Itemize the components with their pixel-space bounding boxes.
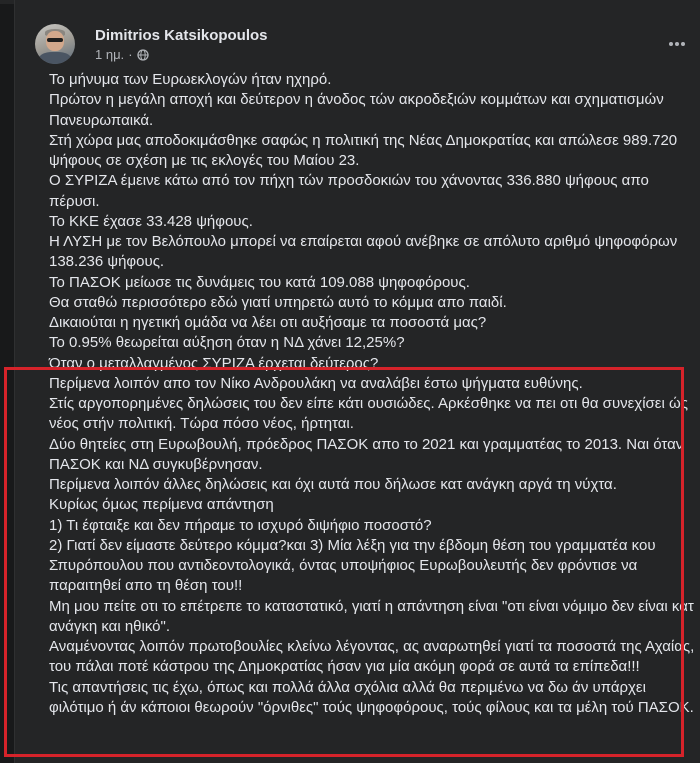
more-options-icon[interactable] <box>665 34 689 54</box>
meta-separator: · <box>128 47 133 62</box>
post-line: Αναμένοντας λοιπόν πρωτοβουλίες κλείνω λέγοντας, ας αναρωτηθεί γιατί τα ποσοστά της Αχαίας, του πάλαι ποτέ κάστρου της Δημοκρατίας ήσαν για μία ακόμη φορά σε αυτά τα επίπεδα!!! <box>49 638 695 676</box>
post-meta <box>95 47 149 62</box>
post-line: Περίμενα λοιπόν απο τον Νίκο Ανδρουλάκη να αναλάβει έστω ψήγματα ευθύνης. <box>49 374 583 392</box>
avatar[interactable] <box>35 24 75 64</box>
post-line: Το μήνυμα των Ευρωεκλογών ήταν ηχηρό. <box>49 71 332 88</box>
post-line: Δικαιούται η ηγετική ομάδα να λέει οτι αυξήσαμε τα ποσοστά μας? <box>49 314 487 331</box>
author-name[interactable]: Dimitrios Katsikopoulos <box>95 27 268 44</box>
post-line: Όταν ο μεταλλαγμένος ΣΥΡΙΖΑ έρχεται δεύτερος? <box>49 354 379 372</box>
post-line: Δύο θητείες στη Ευρωβουλή, πρόεδρος ΠΑΣΟΚ απο το 2021 και γραμματέας το 2013. Ναι όταν ΠΑΣΟΚ και ΝΔ συγκυβέρνησαν. <box>49 435 684 473</box>
avatar-glasses <box>47 38 63 42</box>
post-line: Το ΠΑΣΟΚ μείωσε τις δυνάμεις του κατά 109.088 ψηφοφόρους. <box>49 273 470 291</box>
post-line: Ο ΣΥΡΙΖΑ έμεινε κάτω από τον πήχη τών προσδοκιών του χάνοντας 336.880 ψήφους απο πέρυσι. <box>49 172 649 210</box>
post-timestamp[interactable]: 1 ημ. <box>95 47 125 62</box>
post-line: Περίμενα λοιπόν άλλες δηλώσεις και όχι αυτά που δήλωσε κατ ανάγκη αργά τη νύχτα. <box>49 476 617 493</box>
post-line: Κυρίως όμως περίμενα απάντηση <box>49 496 274 514</box>
post-line: Στίς αργοπορημένες δηλώσεις του δεν είπε κάτι ουσιώδες. Αρκέσθηκε να πει οτι θα συνεχίσει ώς νέος στήν πολιτική. Τώρα πόσο νέος, ήρτηται. <box>49 395 688 433</box>
post-card <box>14 0 700 763</box>
post-line: 2) Γιατί δεν είμαστε δεύτερο κόμμα?και 3) Μία λέξη για την έβδομη θέση του γραμματέα κου Σπυρόπουλου που αντιδεοντολογικά, όντας υποψήφιος Ευρωβουλευτής δεν φρόντισε να παραιτηθεί απο τη θέση του!! <box>49 536 656 595</box>
avatar-shirt <box>39 52 71 64</box>
post-line: Στή χώρα μας αποδοκιμάσθηκε σαφώς η πολιτική της Νέας Δημοκρατίας και απώλεσε 989.720 ψήφους σε σχέση με τις εκλογές του Μαίου 23. <box>49 131 678 169</box>
post-line: Τις απαντήσεις τις έχω, όπως και πολλά άλλα σχόλια αλλά θα περιμένω να δω άν υπάρχει φιλότιμο ή άν κάποιοι θεωρούν "όρνιθες" τούς ψηφοφόρους, τούς φίλους και τα μέλη τού ΠΑΣΟΚ. <box>49 678 694 716</box>
post-line: 1) Τι έφταιξε και δεν πήραμε το ισχυρό διψήφιο ποσοστό? <box>49 516 432 534</box>
post-line: Θα σταθώ περισσότερο εδώ γιατί υπηρετώ αυτό το κόμμα απο παιδί. <box>49 293 507 311</box>
post-line: Το 0.95% θεωρείται αύξηση όταν η ΝΔ χάνει 12,25%? <box>49 334 405 352</box>
post-line: Πρώτον η μεγάλη αποχή και δεύτερον η άνοδος τών ακροδεξιών κομμάτων και σχηματισμών Πανευρωπαικά. <box>49 91 664 129</box>
globe-icon[interactable] <box>137 49 149 61</box>
post-text <box>49 70 699 718</box>
post-line: Το ΚΚΕ έχασε 33.428 ψήφους. <box>49 212 253 230</box>
post-line: Μη μου πείτε οτι το επέτρεπε το καταστατικό, γιατί η απάντηση είναι "οτι είναι νόμιμο δεν είναι κατ ανάγκη και ηθικό". <box>49 597 694 635</box>
post-line: Η ΛΥΣΗ με τον Βελόπουλο μπορεί να επαίρεται αφού ανέβηκε σε απόλυτο αριθμό ψηφοφόρων 138.236 ψήφους. <box>49 233 678 271</box>
